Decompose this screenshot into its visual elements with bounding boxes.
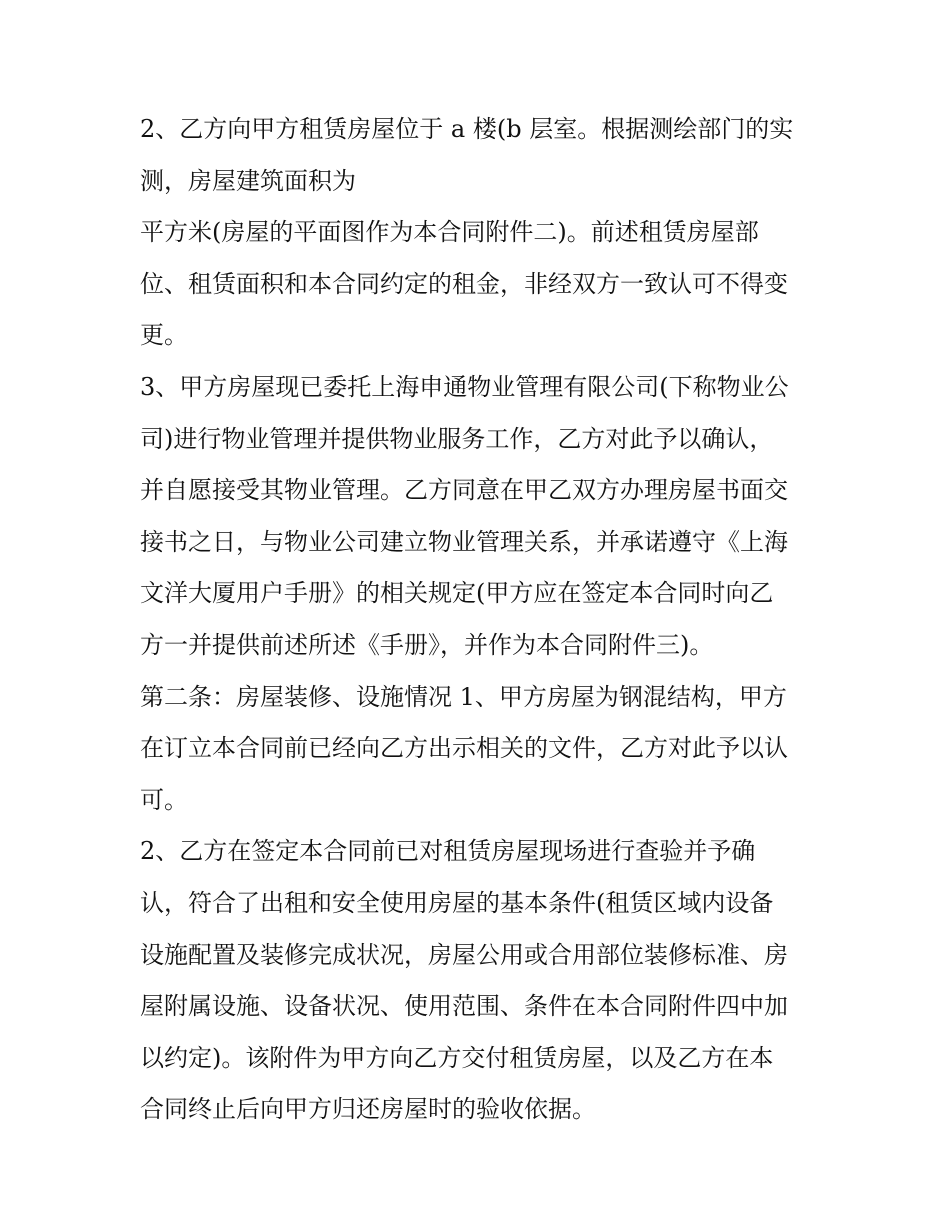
text-line: 第二条：房屋装修、设施情况 1、甲方房屋为钢混结构，甲方 <box>140 682 787 711</box>
text-line: 平方米(房屋的平面图作为本合同附件二)。前述租赁房屋部 <box>140 218 759 247</box>
text-line: 设施配置及装修完成状况，房屋公用或合用部位装修标准、房 <box>140 940 788 969</box>
text-line: 文洋大厦用户手册》的相关规定(甲方应在签定本合同时向乙 <box>140 579 774 608</box>
text-line: 在订立本合同前已经向乙方出示相关的文件，乙方对此予以认 <box>140 734 788 763</box>
text-line: 可。 <box>140 785 188 814</box>
text-line: 司)进行物业管理并提供物业服务工作，乙方对此予以确认， <box>140 424 774 453</box>
text-line: 接书之日，与物业公司建立物业管理关系，并承诺遵守《上海 <box>140 527 788 556</box>
text-line: 3、甲方房屋现已委托上海申通物业管理有限公司(下称物业公 <box>140 372 789 401</box>
text-line: 2、乙方在签定本合同前已对租赁房屋现场进行查验并予确 <box>140 837 756 866</box>
text-line: 合同终止后向甲方归还房屋时的验收依据。 <box>140 1095 596 1124</box>
text-line: 位、租赁面积和本合同约定的租金，非经双方一致认可不得变 <box>140 269 788 298</box>
text-line: 测，房屋建筑面积为 <box>140 166 356 195</box>
text-line: 2、乙方向甲方租赁房屋位于 a 楼(b 层室。根据测绘部门的实 <box>140 115 794 143</box>
text-line: 方一并提供前述所述《手册》，并作为本合同附件三)。 <box>140 630 714 659</box>
text-line: 并自愿接受其物业管理。乙方同意在甲乙双方办理房屋书面交 <box>140 476 788 505</box>
document-body <box>140 104 820 1136</box>
text-line: 更。 <box>140 321 188 350</box>
text-line: 屋附属设施、设备状况、使用范围、条件在本合同附件四中加 <box>140 992 788 1021</box>
text-line: 以约定)。该附件为甲方向乙方交付租赁房屋，以及乙方在本 <box>140 1043 774 1072</box>
text-line: 认，符合了出租和安全使用房屋的基本条件(租赁区域内设备 <box>140 888 774 917</box>
